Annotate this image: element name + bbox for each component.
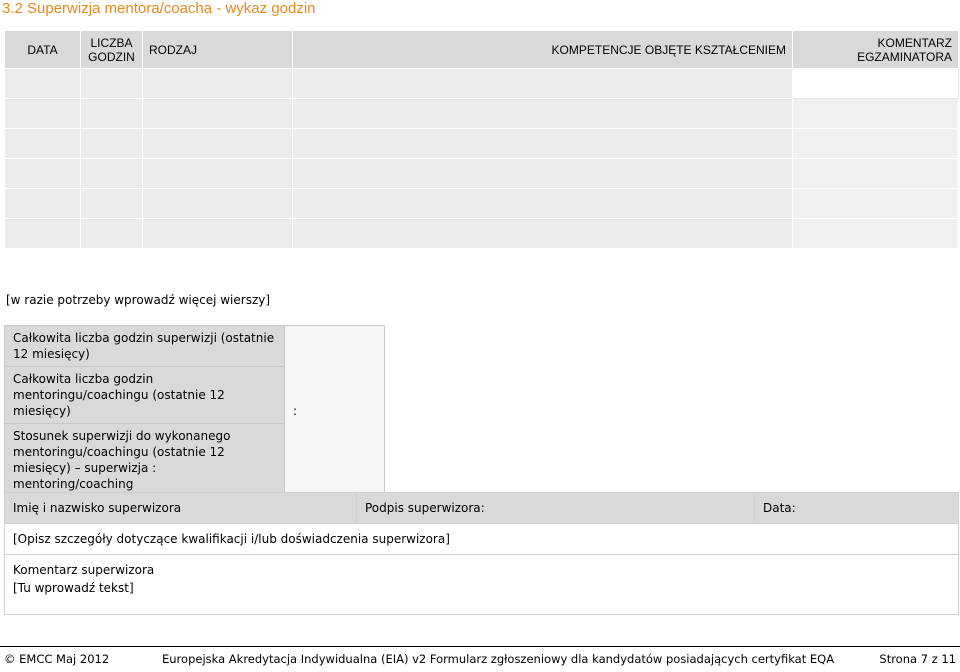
supervisor-comment-label: Komentarz superwizora bbox=[13, 563, 155, 577]
footer-page-number: Strona 7 z 11 bbox=[879, 652, 956, 666]
competencies-cell[interactable] bbox=[293, 69, 793, 99]
page-footer bbox=[4, 652, 956, 666]
competencies-cell[interactable] bbox=[293, 189, 793, 219]
supervisor-signature-label[interactable]: Podpis superwizora: bbox=[357, 493, 755, 524]
footer-divider bbox=[0, 646, 960, 647]
header-type: RODZAJ bbox=[143, 31, 293, 69]
table-row bbox=[5, 189, 959, 219]
add-rows-note: [w razie potrzeby wprowadź więcej wierszy] bbox=[6, 293, 271, 307]
summary-table bbox=[4, 325, 385, 497]
comment-cell[interactable] bbox=[793, 189, 959, 219]
supervisor-comment-field[interactable] bbox=[5, 555, 959, 615]
total-supervision-hours-label: Całkowita liczba godzin superwizji (ostatnie 12 miesięcy) bbox=[5, 326, 285, 367]
type-cell[interactable] bbox=[143, 99, 293, 129]
competencies-cell[interactable] bbox=[293, 129, 793, 159]
supervisor-table bbox=[4, 492, 959, 615]
table-row bbox=[5, 159, 959, 189]
competencies-cell[interactable] bbox=[293, 99, 793, 129]
table-row bbox=[5, 219, 959, 249]
total-mentoring-hours-label: Całkowita liczba godzin mentoringu/coachingu (ostatnie 12 miesięcy) bbox=[5, 367, 285, 424]
date-cell[interactable] bbox=[5, 129, 81, 159]
date-cell[interactable] bbox=[5, 189, 81, 219]
ratio-label: Stosunek superwizji do wykonanego mentoringu/coachingu (ostatnie 12 miesięcy) – superwizja : mentoring/coaching bbox=[5, 424, 285, 497]
header-examiner-comment: KOMENTARZ EGZAMINATORA bbox=[793, 31, 959, 69]
table-row bbox=[5, 129, 959, 159]
hours-cell[interactable] bbox=[81, 219, 143, 249]
comment-cell[interactable] bbox=[793, 129, 959, 159]
footer-copyright: © EMCC Maj 2012 bbox=[4, 652, 110, 666]
competencies-cell[interactable] bbox=[293, 159, 793, 189]
header-competencies: KOMPETENCJE OBJĘTE KSZTAŁCENIEM bbox=[293, 31, 793, 69]
supervision-log-table bbox=[4, 30, 959, 249]
section-title: 3.2 Superwizja mentora/coacha - wykaz godzin bbox=[2, 0, 316, 17]
hours-cell[interactable] bbox=[81, 129, 143, 159]
type-cell[interactable] bbox=[143, 219, 293, 249]
type-cell[interactable] bbox=[143, 69, 293, 99]
hours-cell[interactable] bbox=[81, 189, 143, 219]
type-cell[interactable] bbox=[143, 129, 293, 159]
type-cell[interactable] bbox=[143, 189, 293, 219]
date-cell[interactable] bbox=[5, 69, 81, 99]
comment-cell[interactable] bbox=[793, 99, 959, 129]
type-cell[interactable] bbox=[143, 159, 293, 189]
comment-cell[interactable] bbox=[793, 159, 959, 189]
table-row bbox=[5, 99, 959, 129]
hours-cell[interactable] bbox=[81, 159, 143, 189]
competencies-cell[interactable] bbox=[293, 219, 793, 249]
comment-cell[interactable] bbox=[793, 219, 959, 249]
date-cell[interactable] bbox=[5, 159, 81, 189]
date-cell[interactable] bbox=[5, 99, 81, 129]
supervisor-details-field[interactable]: [Opisz szczegóły dotyczące kwalifikacji i/lub doświadczenia superwizora] bbox=[5, 524, 959, 555]
footer-document-title: Europejska Akredytacja Indywidualna (EIA) v2 Formularz zgłoszeniowy dla kandydatów posiadających certyfikat EQA bbox=[162, 652, 835, 666]
supervisor-comment-value: [Tu wprowadź tekst] bbox=[13, 581, 134, 595]
header-hours: LICZBA GODZIN bbox=[81, 31, 143, 69]
hours-cell[interactable] bbox=[81, 69, 143, 99]
supervisor-date-label[interactable]: Data: bbox=[755, 493, 959, 524]
date-cell[interactable] bbox=[5, 219, 81, 249]
table-row bbox=[5, 69, 959, 99]
header-date: DATA bbox=[5, 31, 81, 69]
hours-cell[interactable] bbox=[81, 99, 143, 129]
comment-cell[interactable] bbox=[793, 69, 959, 99]
supervisor-name-label[interactable]: Imię i nazwisko superwizora bbox=[5, 493, 357, 524]
ratio-value[interactable]: : bbox=[285, 326, 385, 497]
